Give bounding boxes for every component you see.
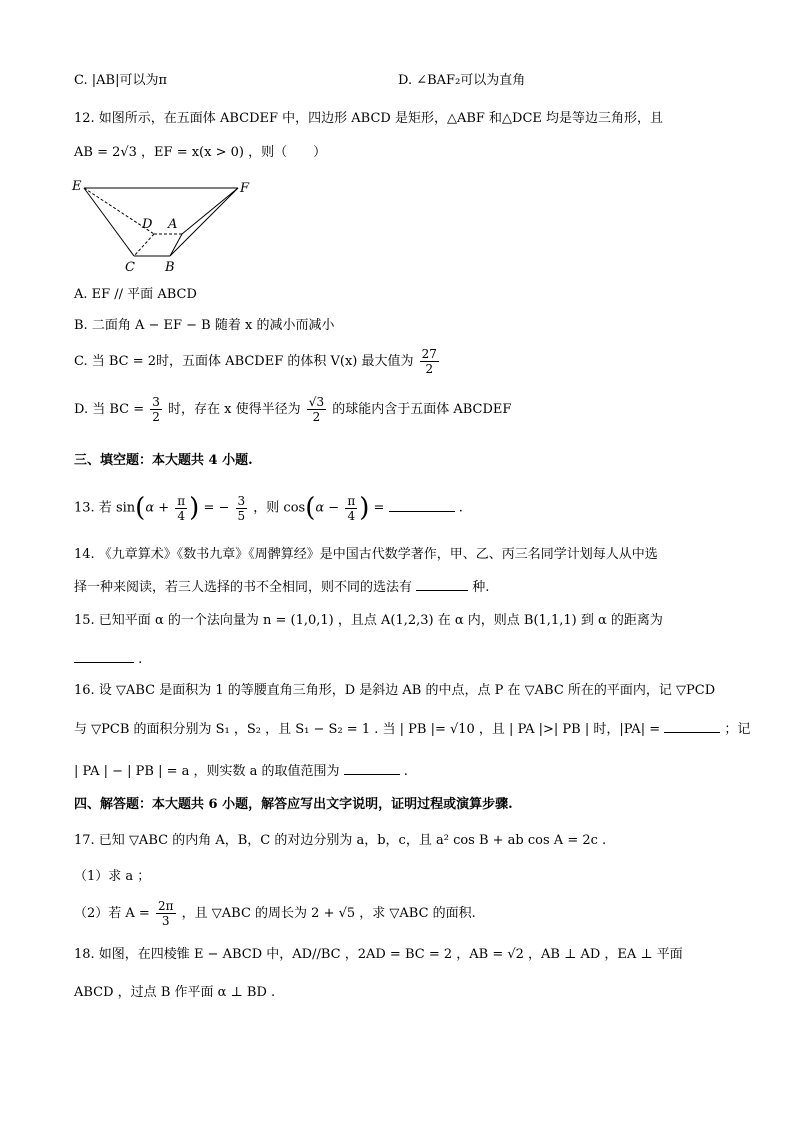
left-paren: ( xyxy=(305,493,316,523)
q12-option-d-fraction-2 xyxy=(307,395,326,424)
right-paren: ) xyxy=(189,493,200,523)
q16-pa-answer-blank[interactable] xyxy=(664,718,720,733)
q17-part1: （1）求 a ； xyxy=(74,869,151,884)
q16-line3-end: . xyxy=(403,764,408,779)
q16-line2 xyxy=(74,718,750,739)
q12-option-d-fraction-1 xyxy=(150,395,162,424)
q15-answer-blank[interactable] xyxy=(74,648,134,663)
fraction-numerator: 2π xyxy=(157,899,174,913)
label-d: D xyxy=(142,217,153,232)
q13-equals-minus: = − xyxy=(203,500,230,516)
q12-stem-line1: 12. 如图所示，在五面体 ABCDEF 中，四边形 ABCD 是矩形，△ABF 和△DCE 均是等边三角形，且 xyxy=(74,111,664,126)
q12-option-d-text-post: 的球能内含于五面体 ABCDEF xyxy=(332,402,512,417)
q13-fraction-pi-over-4-b xyxy=(345,494,357,523)
edge-fa xyxy=(182,188,238,234)
q17-fraction-2pi-over-3 xyxy=(156,899,176,928)
q12-stem-line2: AB = 2√3 ，EF = x(x > 0) ，则（ ） xyxy=(74,145,327,160)
edge-fb xyxy=(170,188,238,256)
right-paren: ) xyxy=(359,493,370,523)
q18-line2: ABCD ，过点 B 作平面 α ⊥ BD . xyxy=(74,985,276,1000)
q12-option-c xyxy=(74,344,441,380)
edge-ba xyxy=(170,234,182,256)
q12-option-b: B. 二面角 A − EF − B 随着 x 的减小而减小 xyxy=(74,318,335,333)
q11-option-c: C. |AB|可以为π xyxy=(74,73,167,88)
fraction-numerator: 3 xyxy=(237,493,246,508)
q15-line2 xyxy=(74,648,142,669)
q14-answer-blank[interactable] xyxy=(416,576,468,591)
fraction-denominator: 2 xyxy=(312,410,321,424)
q17-stem: 17. 已知 ▽ABC 的内角 A，B，C 的对边分别为 a，b，c，且 a² cos B + ab cos A = 2c . xyxy=(74,833,607,848)
q13-equals: = xyxy=(373,500,385,516)
edge-ec xyxy=(84,188,134,256)
q15-period: . xyxy=(138,652,143,667)
q14-line2-text: 择一种来阅读，若三人选择的书不全相同，则不同的选法有 xyxy=(74,580,413,595)
q16-line1: 16. 设 ▽ABC 是面积为 1 的等腰直角三角形，D 是斜边 AB 的中点，点 P 在 ▽ABC 所在的平面内，记 ▽PCD xyxy=(74,683,716,698)
fraction-numerator: 3 xyxy=(152,395,160,409)
q12-option-c-fraction xyxy=(420,347,439,376)
q14-line2-end: 种. xyxy=(472,580,490,595)
q14-line1: 14. 《九章算术》《数书九章》《周髀算经》是中国古代数学著作，甲、乙、丙三名同学计划每人从中选 xyxy=(74,547,658,562)
fraction-denominator: 5 xyxy=(237,508,246,523)
section-4-heading: 四、解答题：本大题共 6 小题，解答应写出文字说明，证明过程或演算步骤. xyxy=(74,797,513,812)
q13-period: . xyxy=(458,500,463,516)
left-paren: ( xyxy=(135,493,146,523)
q12-option-d xyxy=(74,390,511,430)
q12-option-d-text-pre: D. 当 BC = xyxy=(74,402,145,417)
q13-text-mid: ，则 cos xyxy=(253,500,306,516)
q16-line2-end: ；记 xyxy=(724,722,751,737)
q14-line2 xyxy=(74,576,489,597)
q17-part2-text-pre: （2）若 A = xyxy=(74,906,150,921)
fraction-denominator: 3 xyxy=(161,914,170,928)
label-f: F xyxy=(240,181,250,196)
label-c: C xyxy=(125,260,135,275)
q13 xyxy=(74,488,463,529)
q13-text-pre: 13. 若 sin xyxy=(74,500,136,516)
fraction-denominator: 2 xyxy=(152,410,160,424)
q12-option-a: A. EF // 平面 ABCD xyxy=(74,287,197,302)
q17-part2 xyxy=(74,894,476,934)
fraction-denominator: 4 xyxy=(347,508,356,523)
q17-part2-text-post: ，且 ▽ABC 的周长为 2 + √5 ，求 ▽ABC 的面积. xyxy=(181,906,476,921)
q16-line3-text: | PA | − | PB | = a ，则实数 a 的取值范围为 xyxy=(74,764,340,779)
pentahedron-figure xyxy=(70,178,270,278)
q12-option-d-text-mid: 时，存在 x 使得半径为 xyxy=(168,402,301,417)
label-b: B xyxy=(165,260,175,275)
fraction-denominator: 2 xyxy=(425,362,434,376)
q16-line2-text: 与 ▽PCB 的面积分别为 S₁ ，S₂ ，且 S₁ − S₂ = 1 . 当 | PB |= √10 ，且 | PA |>| PB | 时，|PA| = xyxy=(74,722,661,737)
q13-fraction-3-over-5 xyxy=(236,494,248,523)
edge-dc xyxy=(134,234,154,256)
fraction-numerator: √3 xyxy=(308,395,325,409)
q16-range-answer-blank[interactable] xyxy=(344,760,400,775)
fraction-numerator: π xyxy=(347,493,356,508)
section-3-heading: 三、填空题：本大题共 4 小题. xyxy=(74,453,253,468)
q13-alpha-plus: α + xyxy=(145,500,170,516)
q16-line3 xyxy=(74,760,408,781)
label-e: E xyxy=(72,179,82,194)
q11-option-d: D. ∠BAF₂可以为直角 xyxy=(398,73,526,88)
fraction-denominator: 4 xyxy=(177,508,186,523)
q18-line1: 18. 如图，在四棱锥 E − ABCD 中，AD//BC ，2AD = BC = 2 ，AB = √2 ，AB ⊥ AD ，EA ⊥ 平面 xyxy=(74,947,683,962)
label-a: A xyxy=(168,217,178,232)
fraction-numerator: 27 xyxy=(421,347,437,361)
q13-alpha-minus: α − xyxy=(315,500,340,516)
q15-line1: 15. 已知平面 α 的一个法向量为 n = (1,0,1) ，且点 A(1,2,3) 在 α 内，则点 B(1,1,1) 到 α 的距离为 xyxy=(74,613,663,628)
q13-answer-blank[interactable] xyxy=(389,497,455,512)
q12-option-c-text: C. 当 BC = 2时，五面体 ABCDEF 的体积 V(x) 最大值为 xyxy=(74,354,414,369)
fraction-numerator: π xyxy=(177,493,186,508)
q13-fraction-pi-over-4 xyxy=(175,494,187,523)
